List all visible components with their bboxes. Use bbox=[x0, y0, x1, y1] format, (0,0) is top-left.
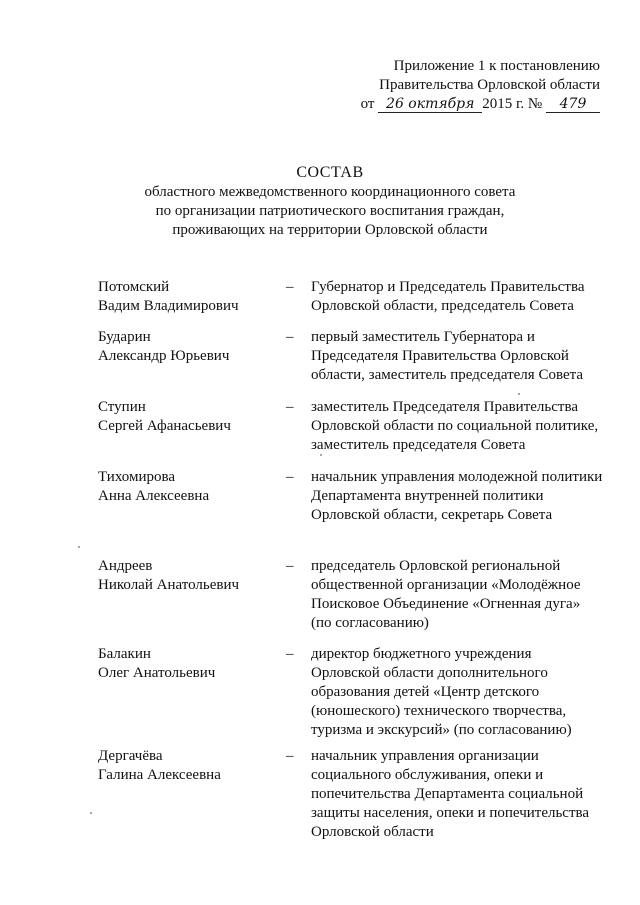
dash-separator: – bbox=[286, 558, 294, 574]
member-role: заместитель Председателя Правительства Орловской области по социальной политике, заместитель председателя Совета bbox=[311, 399, 599, 453]
member-role: начальник управления организации социального обслуживания, опеки и попечительства Департамента социальной защиты населения, опеки и попечительства Орловской области bbox=[311, 748, 590, 840]
member-given-names: Анна Алексеевна bbox=[98, 488, 210, 504]
member-given-names: Вадим Владимирович bbox=[98, 298, 239, 314]
appendix-date-line bbox=[340, 95, 600, 114]
member-role: директор бюджетного учреждения Орловской области дополнительного образования детей «Центр детского (юношеского) технического творчества, туризма и экскурсий» (по согласованию) bbox=[311, 646, 572, 738]
member-surname: Дергачёва bbox=[98, 748, 163, 764]
member-role: начальник управления молодежной политики Департамента внутренней политики Орловской области, секретарь Совета bbox=[311, 469, 603, 523]
member-surname: Тихомирова bbox=[98, 469, 176, 485]
appendix-header bbox=[340, 57, 600, 114]
dash-separator: – bbox=[286, 748, 294, 764]
document-title bbox=[90, 163, 570, 240]
title-line-1: областного межведомственного координационного совета bbox=[144, 184, 516, 200]
member-surname: Ступин bbox=[98, 399, 146, 415]
member-given-names: Галина Алексеевна bbox=[98, 767, 221, 783]
member-name bbox=[98, 468, 278, 506]
member-name bbox=[98, 557, 278, 595]
dash-separator: – bbox=[286, 399, 294, 415]
from-label: от bbox=[360, 96, 375, 112]
appendix-line-1: Приложение 1 к постановлению bbox=[393, 58, 600, 74]
member-role: председатель Орловской региональной общественной организации «Молодёжное Поисковое Объединение «Огненная дуга» (по согласованию) bbox=[311, 558, 581, 631]
member-surname: Андреев bbox=[98, 558, 153, 574]
appendix-line-2: Правительства Орловской области bbox=[379, 77, 600, 93]
dash-separator: – bbox=[286, 329, 294, 345]
year-number-label: 2015 г. № bbox=[482, 96, 543, 112]
member-given-names: Олег Анатольевич bbox=[98, 665, 216, 681]
member-surname: Потомский bbox=[98, 279, 170, 295]
member-name bbox=[98, 645, 278, 683]
handwritten-number: 479 bbox=[546, 96, 600, 113]
member-surname: Балакин bbox=[98, 646, 151, 662]
title-line-2: по организации патриотического воспитания граждан, bbox=[155, 203, 505, 219]
title-heading: СОСТАВ bbox=[296, 164, 364, 181]
dash-separator: – bbox=[286, 279, 294, 295]
member-given-names: Николай Анатольевич bbox=[98, 577, 240, 593]
scan-speck bbox=[90, 812, 92, 814]
title-line-3: проживающих на территории Орловской области bbox=[172, 222, 488, 238]
member-role: первый заместитель Губернатора и Председателя Правительства Орловской области, заместитель председателя Совета bbox=[311, 329, 583, 383]
handwritten-date: 26 октября bbox=[378, 96, 482, 113]
member-given-names: Александр Юрьевич bbox=[98, 348, 230, 364]
member-name bbox=[98, 747, 278, 785]
dash-separator: – bbox=[286, 646, 294, 662]
scan-speck bbox=[78, 546, 80, 548]
member-name bbox=[98, 328, 278, 366]
member-given-names: Сергей Афанасьевич bbox=[98, 418, 231, 434]
member-name bbox=[98, 398, 278, 436]
member-surname: Бударин bbox=[98, 329, 151, 345]
member-role: Губернатор и Председатель Правительства Орловской области, председатель Совета bbox=[311, 279, 585, 314]
member-name bbox=[98, 278, 278, 316]
scan-speck bbox=[320, 454, 322, 456]
scan-speck bbox=[518, 393, 520, 395]
dash-separator: – bbox=[286, 469, 294, 485]
